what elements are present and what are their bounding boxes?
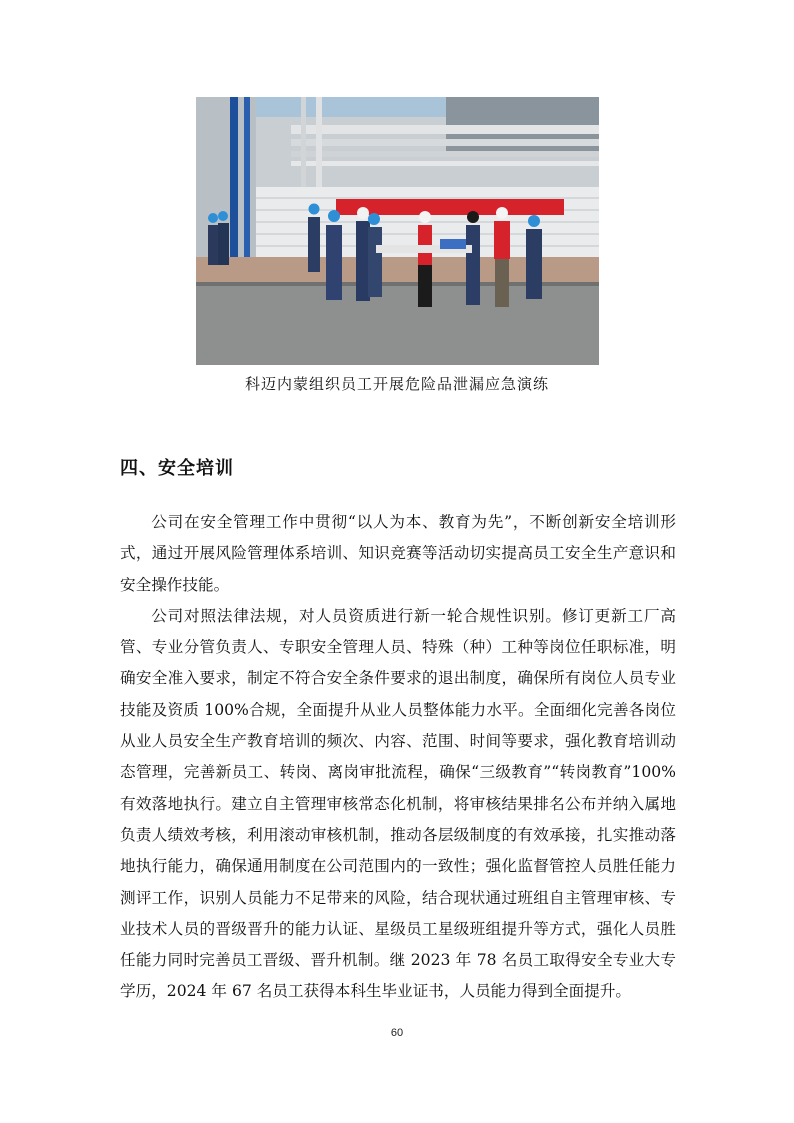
paragraph: 公司在安全管理工作中贯彻“以人为本、教育为先”，不断创新安全培训形式，通过开展风险管理体系培训、知识竞赛等活动切实提高员工安全生产意识和安全操作技能。 [120,513,676,594]
emergency-drill-photo [196,97,599,365]
page-number: 60 [390,1027,404,1039]
section-body [120,507,676,1008]
section-heading: 四、安全培训 [120,458,234,479]
drill-scene-illustration [196,97,599,365]
paragraph: 公司对照法律法规，对人员资质进行新一轮合规性识别。修订更新工厂高管、专业分管负责人、专职安全管理人员、特殊（种）工种等岗位任职标准，明确安全准入要求，制定不符合安全条件要求的退出制度，确保所有岗位人员专业技能及资质 100%合规，全面提升从业人员整体能力水平。全面细化完善各岗位从业人员安全生产教育培训的频次、内容、范围、时间等要求，强化教育培训动态管理，完善新员工、转岗、离岗审批流程，确保“三级教育”“转岗教育”100%有效落地执行。建立自主管理审核常态化机制，将审核结果排名公布并纳入属地负责人绩效考核，利用滚动审核机制，推动各层级制度的有效承接，扎实推动落地执行能力，确保通用制度在公司范围内的一致性；强化监督管控人员胜任能力测评工作，识别人员能力不足带来的风险，结合现状通过班组自主管理审核、专业技术人员的晋级晋升的能力认证、星级员工星级班组提升等方式，强化人员胜任能力同时完善员工晋级、晋升机制。继 2023 年 78 名员工取得安全专业大专学历，2024 年 67 名员工获得本科生毕业证书，人员能力得到全面提升。 [120,606,676,1001]
photo-caption: 科迈内蒙组织员工开展危险品泄漏应急演练 [244,375,549,393]
